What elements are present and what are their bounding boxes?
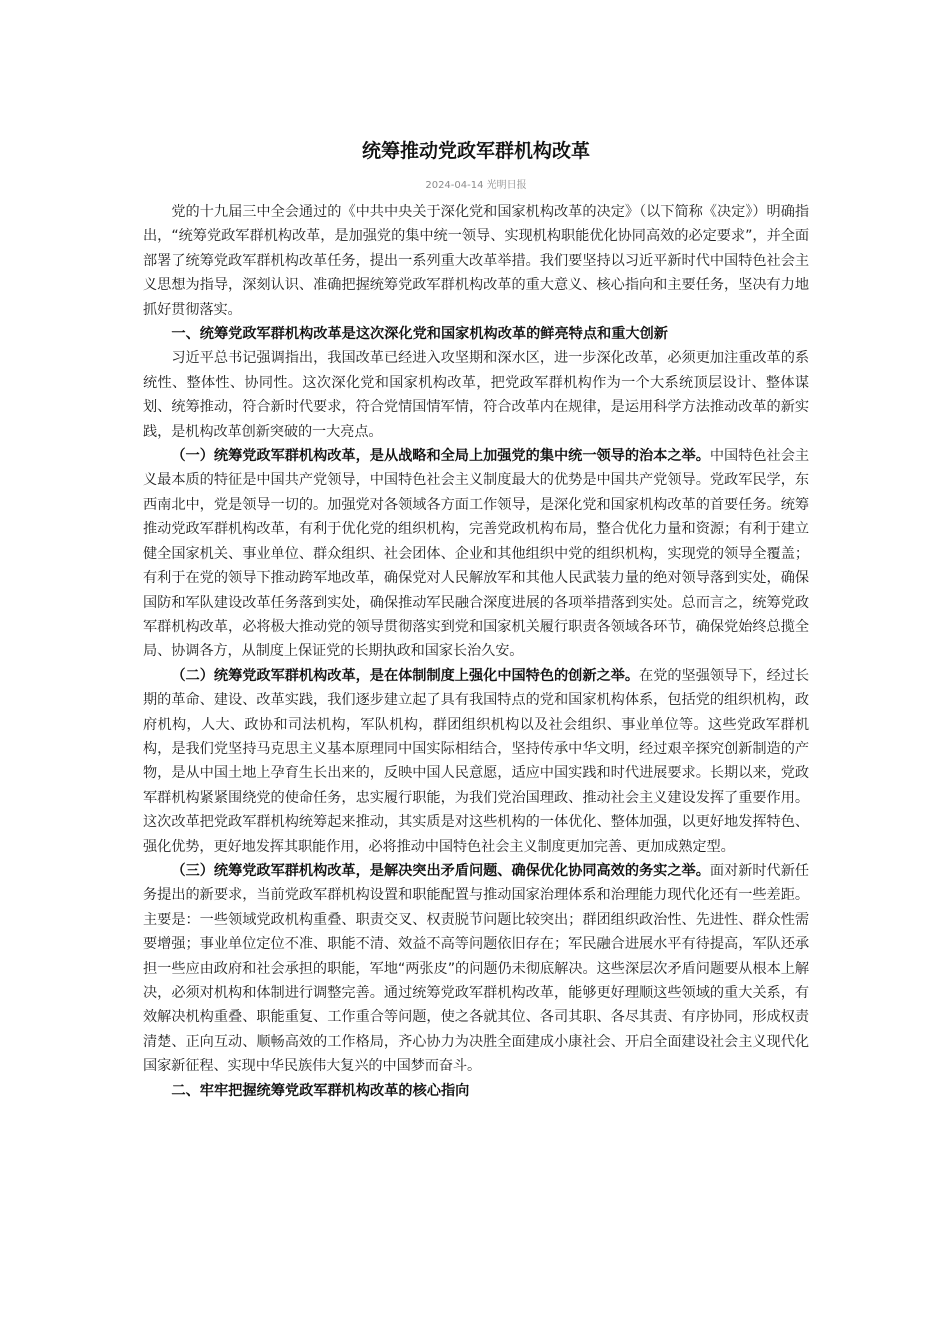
intro-paragraph: 党的十九届三中全会通过的《中共中央关于深化党和国家机构改革的决定》（以下简称《决定》）明确指出，“统筹党政军群机构改革，是加强党的集中统一领导、实现机构职能优化协同高效的必定要求”，并全面部署了统筹党政军群机构改革任务，提出一系列重大改革举措。我们要坚持以习近平新时代中国特色社会主义思想为指导，深刻认识、准确把握统筹党政军群机构改革的重大意义、核心指向和主要任务，坚决有力地抓好贯彻落实。	[143, 204, 809, 318]
article-body	[143, 200, 809, 1103]
subsection-1-text: 中国特色社会主义最本质的特征是中国共产党领导，中国特色社会主义制度最大的优势是中国共产党领导。党政军民学，东西南北中，党是领导一切的。加强党对各领域各方面工作领导，是深化党和国家机构改革的首要任务。统筹推动党政军群机构改革，有利于优化党的组织机构，完善党政机构布局，整合优化力量和资源；有利于建立健全国家机关、事业单位、群众组织、社会团体、企业和其他组织中党的组织机构，实现党的领导全覆盖；有利于在党的领导下推动跨军地改革，确保党对人民解放军和其他人民武装力量的绝对领导落到实处，确保国防和军队建设改革任务落到实处，确保推动军民融合深度进展的各项举措落到实处。总而言之，统筹党政军群机构改革，必将极大推动党的领导贯彻落实到党和国家机关履行职责各领域各环节，确保党始终总揽全局、协调各方，从制度上保证党的长期执政和国家长治久安。	[143, 448, 809, 660]
subsection-3-lead: （三）统筹党政军群机构改革，是解决突出矛盾问题、确保优化协同高效的务实之举。	[171, 862, 710, 879]
section-1-paragraph-1: 习近平总书记强调指出，我国改革已经进入攻坚期和深水区，进一步深化改革，必须更加注重改革的系统性、整体性、协同性。这次深化党和国家机构改革，把党政军群机构作为一个大系统顶层设计、整体谋划、统筹推动，符合新时代要求，符合党情国情军情，符合改革内在规律，是运用科学方法推动改革的新实践，是机构改革创新突破的一大亮点。	[143, 350, 809, 440]
subsection-1-lead: （一）统筹党政军群机构改革，是从战略和全局上加强党的集中统一领导的治本之举。	[171, 448, 710, 465]
subsection-3-text: 面对新时代新任务提出的新要求，当前党政军群机构设置和职能配置与推动国家治理体系和治理能力现代化还有一些差距。主要是：一些领域党政机构重叠、职责交叉、权责脱节问题比较突出；群团组织政治性、先进性、群众性需要增强；事业单位定位不准、职能不清、效益不高等问题依旧存在；军民融合进展水平有待提高，军队还承担一些应由政府和社会承担的职能，军地“两张皮”的问题仍未彻底解决。这些深层次矛盾问题要从根本上解决，必须对机构和体制进行调整完善。通过统筹党政军群机构改革，能够更好理顺这些领域的重大关系，有效解决机构重叠、职能重复、工作重合等问题，使之各就其位、各司其职、各尽其责、有序协同，形成权责清楚、正向互动、顺畅高效的工作格局，齐心协力为决胜全面建成小康社会、开启全面建设社会主义现代化国家新征程、实现中华民族伟大复兴的中国梦而奋斗。	[143, 862, 809, 1075]
section-2-heading: 二、牢牢把握统筹党政军群机构改革的核心指向	[171, 1082, 470, 1099]
article-date-source: 2024-04-14 光明日报	[425, 180, 527, 191]
section-1-paragraph-3	[143, 664, 809, 859]
section-1-heading: 一、统筹党政军群机构改革是这次深化党和国家机构改革的鲜亮特点和重大创新	[171, 326, 668, 343]
subsection-2-text: 在党的坚强领导下，经过长期的革命、建设、改革实践，我们逐步建立起了具有我国特点的党和国家机构体系，包括党的组织机构，政府机构，人大、政协和司法机构，军队机构，群团组织机构以及社会组织、事业单位等。这些党政军群机构，是我们党坚持马克思主义基本原理同中国实际相结合，坚持传承中华文明，经过艰辛探究创新制造的产物，是从中国土地上孕育生长出来的，反映中国人民意愿，适应中国实践和时代进展要求。长期以来，党政军群机构紧紧围绕党的使命任务，忠实履行职能，为我们党治国理政、推动社会主义建设发挥了重要作用。这次改革把党政军群机构统筹起来推动，其实质是对这些机构的一体优化、整体加强，以更好地发挥特色、强化优势，更好地发挥其职能作用，必将推动中国特色社会主义制度更加完善、更加成熟定型。	[143, 667, 809, 855]
section-1-paragraph-4	[143, 859, 809, 1079]
subsection-2-lead: （二）统筹党政军群机构改革，是在体制制度上强化中国特色的创新之举。	[171, 667, 640, 684]
article-title: 统筹推动党政军群机构改革	[361, 140, 590, 162]
section-1-paragraph-2	[143, 444, 809, 664]
